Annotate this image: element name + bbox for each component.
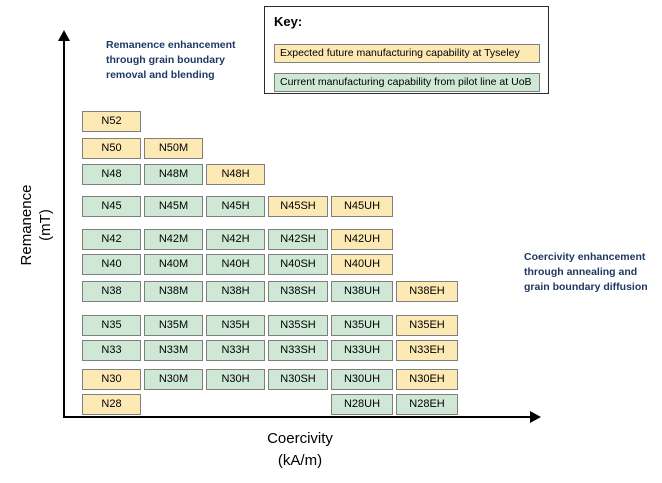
x-axis-arrow-icon	[530, 411, 541, 423]
grade-cell-n35: N35	[82, 315, 141, 336]
grade-cell-n30uh: N30UH	[331, 369, 393, 390]
x-axis-label-line1: Coercivity	[267, 430, 333, 447]
grade-cell-n33sh: N33SH	[268, 340, 328, 361]
annotation-remanence: Remanence enhancement through grain boundary removal and blending	[106, 39, 236, 81]
grade-cell-n33m: N33M	[144, 340, 203, 361]
grade-cell-n42m: N42M	[144, 229, 203, 250]
grade-cell-n50m: N50M	[144, 138, 203, 159]
grade-cell-n40uh: N40UH	[331, 254, 393, 275]
grade-cell-n35uh: N35UH	[331, 315, 393, 336]
grade-cell-n35h: N35H	[206, 315, 265, 336]
grade-cell-n40: N40	[82, 254, 141, 275]
grade-cell-n40sh: N40SH	[268, 254, 328, 275]
y-axis-label-line1: Remanence	[18, 184, 35, 266]
grade-cell-n42: N42	[82, 229, 141, 250]
grade-cell-n48m: N48M	[144, 164, 203, 185]
grade-cell-n30m: N30M	[144, 369, 203, 390]
grade-cell-n42sh: N42SH	[268, 229, 328, 250]
grade-cell-n30sh: N30SH	[268, 369, 328, 390]
grade-cell-n50: N50	[82, 138, 141, 159]
grade-cell-n28eh: N28EH	[396, 394, 458, 415]
grade-cell-n30: N30	[82, 369, 141, 390]
y-axis-arrow-icon	[58, 30, 70, 41]
grade-cell-n35m: N35M	[144, 315, 203, 336]
grade-cell-n45: N45	[82, 196, 141, 217]
grade-cell-n45sh: N45SH	[268, 196, 328, 217]
key-item-future-capability: Expected future manufacturing capability at Tyseley	[274, 44, 540, 63]
key-title: Key:	[274, 14, 303, 29]
x-axis-label	[180, 428, 420, 472]
grade-cell-n40m: N40M	[144, 254, 203, 275]
y-axis-label	[17, 165, 55, 285]
x-axis-line	[63, 416, 536, 418]
grade-cell-n33h: N33H	[206, 340, 265, 361]
grade-cell-n33uh: N33UH	[331, 340, 393, 361]
grade-cell-n28uh: N28UH	[331, 394, 393, 415]
y-axis-line	[63, 40, 65, 418]
y-axis-label-line2: (mT)	[37, 209, 54, 241]
grade-cell-n48h: N48H	[206, 164, 265, 185]
grade-cell-n35eh: N35EH	[396, 315, 458, 336]
x-axis-label-line2: (kA/m)	[277, 452, 323, 469]
grade-cell-n30h: N30H	[206, 369, 265, 390]
grade-cell-n38: N38	[82, 281, 141, 302]
grade-cell-n40h: N40H	[206, 254, 265, 275]
grade-cell-n42h: N42H	[206, 229, 265, 250]
grade-cell-n42uh: N42UH	[331, 229, 393, 250]
grade-cell-n45m: N45M	[144, 196, 203, 217]
key-box	[264, 6, 549, 94]
grade-cell-n38sh: N38SH	[268, 281, 328, 302]
annotation-coercivity: Coercivity enhancement through annealing and grain boundary diffusion	[524, 251, 648, 293]
grade-cell-n35sh: N35SH	[268, 315, 328, 336]
grade-cell-n28: N28	[82, 394, 141, 415]
key-item-current-capability: Current manufacturing capability from pilot line at UoB	[274, 73, 540, 92]
grade-cell-n52: N52	[82, 111, 141, 132]
grade-cell-n33: N33	[82, 340, 141, 361]
grade-cell-n33eh: N33EH	[396, 340, 458, 361]
grade-cell-n30eh: N30EH	[396, 369, 458, 390]
grade-cell-n45uh: N45UH	[331, 196, 393, 217]
grade-cell-n38eh: N38EH	[396, 281, 458, 302]
grade-cell-n38m: N38M	[144, 281, 203, 302]
grade-cell-n48: N48	[82, 164, 141, 185]
grade-cell-n38h: N38H	[206, 281, 265, 302]
grade-cell-n45h: N45H	[206, 196, 265, 217]
grade-cell-n38uh: N38UH	[331, 281, 393, 302]
